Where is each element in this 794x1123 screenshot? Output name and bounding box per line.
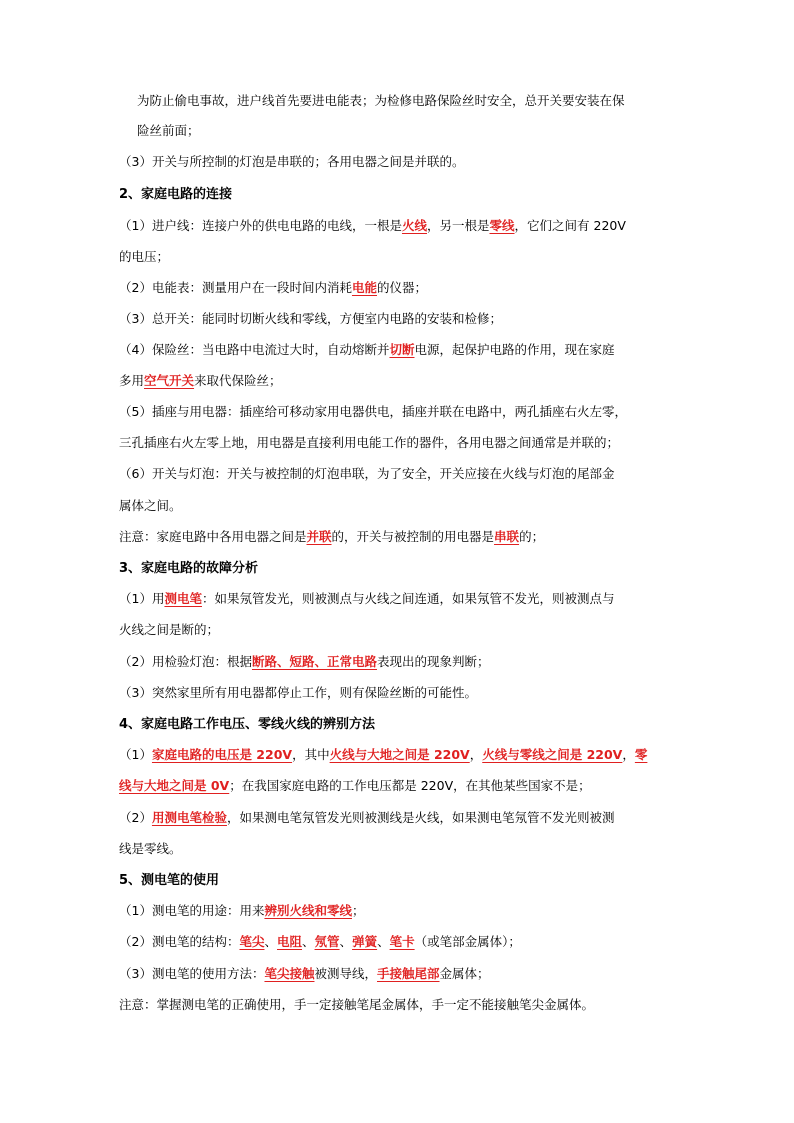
text-segment: 被测导线，	[314, 966, 377, 981]
text-segment: 属体之间。	[119, 498, 182, 513]
text-segment: （3）突然家里所有用电器都停止工作，则有保险丝断的可能性。	[119, 685, 477, 700]
test-pen-check-line-1	[119, 807, 614, 829]
fault-line-4	[119, 682, 477, 704]
switch-bulb-line-1	[119, 463, 614, 485]
section-3-heading	[119, 557, 258, 579]
text-segment: （3）测电笔的使用方法：	[119, 966, 265, 981]
voltage-line-2	[119, 775, 591, 797]
text-segment: 的仪器；	[376, 280, 427, 295]
highlighted-term: 手接触尾部	[377, 966, 440, 981]
text-segment: 的电压；	[119, 249, 170, 264]
fault-line-1	[119, 588, 614, 610]
highlighted-term: 辨别火线和零线	[264, 903, 352, 918]
section-heading-text: 2、家庭电路的连接	[119, 187, 233, 202]
text-segment: 来取代保险丝；	[194, 373, 282, 388]
text-segment: ：如果氖管发光，则被测点与火线之间连通，如果氖管不发光，则被测点与	[201, 591, 615, 606]
text-segment: ，如果测电笔氖管发光则被测线是火线，如果测电笔氖管不发光则被测	[226, 810, 615, 825]
text-segment: 、	[339, 934, 353, 949]
highlighted-term: 笔尖	[239, 934, 265, 949]
highlighted-term: 电能	[351, 280, 377, 295]
text-segment: ，它们之间有 220V	[514, 218, 626, 233]
text-segment: （3）开关与所控制的灯泡是串联的；各用电器之间是并联的。	[119, 154, 465, 169]
text-segment: （1）测电笔的用途：用来	[119, 903, 265, 918]
text-segment: 表现出的现象判断；	[376, 654, 490, 669]
fault-line-2	[119, 619, 219, 641]
item-3-series-parallel	[119, 151, 464, 173]
text-segment: 注意：家庭电路中各用电器之间是	[119, 529, 307, 544]
text-segment: ，	[622, 747, 635, 762]
highlighted-term: 线与大地之间是 0V	[119, 778, 230, 793]
text-segment: （4）保险丝：当电路中电流过大时，自动熔断并	[119, 342, 390, 357]
text-segment: 险丝前面；	[137, 123, 200, 138]
highlighted-term: 并联	[306, 529, 332, 544]
fuse-line-2	[119, 370, 282, 392]
highlighted-term: 氖管	[314, 934, 340, 949]
incoming-line-2	[119, 246, 169, 268]
highlighted-term: 火线	[401, 218, 427, 233]
intro-line-2	[137, 120, 200, 142]
text-segment: 、	[302, 934, 315, 949]
text-segment: （或笔部金属体）；	[414, 934, 521, 949]
intro-line-1	[137, 90, 625, 112]
section-heading-text: 4、家庭电路工作电压、零线火线的辨别方法	[119, 717, 376, 732]
text-segment: 的，开关与被控制的用电器是	[331, 529, 495, 544]
text-segment: （2）测电笔的结构：	[119, 934, 240, 949]
highlighted-term: 串联	[494, 529, 520, 544]
note-line-1	[119, 526, 544, 548]
fault-line-3	[119, 651, 490, 673]
energy-meter-line	[119, 277, 427, 299]
highlighted-term: 零	[634, 747, 648, 762]
text-segment: （6）开关与灯泡：开关与被控制的灯泡串联，为了安全，开关应接在火线与灯泡的尾部金	[119, 466, 615, 481]
highlighted-term: 火线与大地之间是 220V	[329, 747, 470, 762]
text-segment: （3）总开关：能同时切断火线和零线，方便室内电路的安装和检修；	[119, 311, 502, 326]
text-segment: 注意：掌握测电笔的正确使用，手一定接触笔尾金属体，手一定不能接触笔尖金属体。	[119, 997, 595, 1012]
highlighted-term: 笔卡	[389, 934, 415, 949]
text-segment: ；	[351, 903, 365, 918]
text-segment: （2）电能表：测量用户在一段时间内消耗	[119, 280, 352, 295]
text-segment: ，	[469, 747, 483, 762]
text-segment: ，另一根是	[426, 218, 490, 233]
text-segment: （1）用	[119, 591, 165, 606]
text-segment: ，其中	[292, 747, 330, 762]
pen-structure-line	[119, 931, 521, 953]
switch-bulb-line-2	[119, 495, 182, 517]
text-segment: （5）插座与用电器：插座给可移动家用电器供电，插座并联在电路中，两孔插座右火左零，	[119, 404, 627, 419]
text-segment: （1）	[119, 747, 152, 762]
socket-line-2	[119, 432, 619, 454]
highlighted-term: 空气开关	[144, 373, 195, 388]
highlighted-term: 用测电笔检验	[151, 810, 227, 825]
highlighted-term: 切断	[389, 342, 415, 357]
text-segment: 线是零线。	[119, 841, 182, 856]
text-segment: 三孔插座右火左零上地，用电器是直接利用电能工作的器件，各用电器之间通常是并联的；	[119, 435, 620, 450]
text-segment: 多用	[119, 373, 145, 388]
section-2-heading	[119, 183, 232, 205]
socket-line-1	[119, 401, 627, 423]
text-segment: 火线之间是断的；	[119, 622, 220, 637]
test-pen-check-line-2	[119, 838, 182, 860]
highlighted-term: 弹簧	[352, 934, 378, 949]
voltage-line-1	[119, 744, 647, 766]
section-5-heading	[119, 869, 219, 891]
highlighted-term: 火线与零线之间是 220V	[482, 747, 623, 762]
highlighted-term: 电阻	[277, 934, 303, 949]
pen-purpose-line	[119, 900, 365, 922]
incoming-line-1	[119, 215, 626, 237]
highlighted-term: 笔尖接触	[264, 966, 315, 981]
text-segment: 的；	[519, 529, 545, 544]
text-segment: 金属体；	[439, 966, 490, 981]
highlighted-term: 家庭电路的电压是 220V	[151, 747, 293, 762]
fuse-line-1	[119, 339, 615, 361]
section-heading-text: 3、家庭电路的故障分析	[119, 561, 259, 576]
pen-usage-line	[119, 963, 490, 985]
text-segment: 为防止偷电事故，进户线首先要进电能表；为检修电路保险丝时安全，总开关要安装在保	[137, 93, 625, 108]
section-heading-text: 5、测电笔的使用	[119, 873, 220, 888]
text-segment: （2）	[119, 810, 152, 825]
text-segment: 、	[377, 934, 390, 949]
main-switch-line	[119, 308, 502, 330]
text-segment: （2）用检验灯泡：根据	[119, 654, 252, 669]
text-segment: ；在我国家庭电路的工作电压都是 220V，在其他某些国家不是；	[229, 778, 591, 793]
highlighted-term: 断路、短路、正常电路	[251, 654, 377, 669]
text-segment: 电源，起保护电路的作用，现在家庭	[414, 342, 615, 357]
text-segment: 、	[264, 934, 277, 949]
section-4-heading	[119, 713, 375, 735]
highlighted-term: 测电笔	[164, 591, 202, 606]
text-segment: （1）进户线：连接户外的供电电路的电线，一根是	[119, 218, 402, 233]
note-line-2	[119, 994, 594, 1016]
highlighted-term: 零线	[489, 218, 515, 233]
